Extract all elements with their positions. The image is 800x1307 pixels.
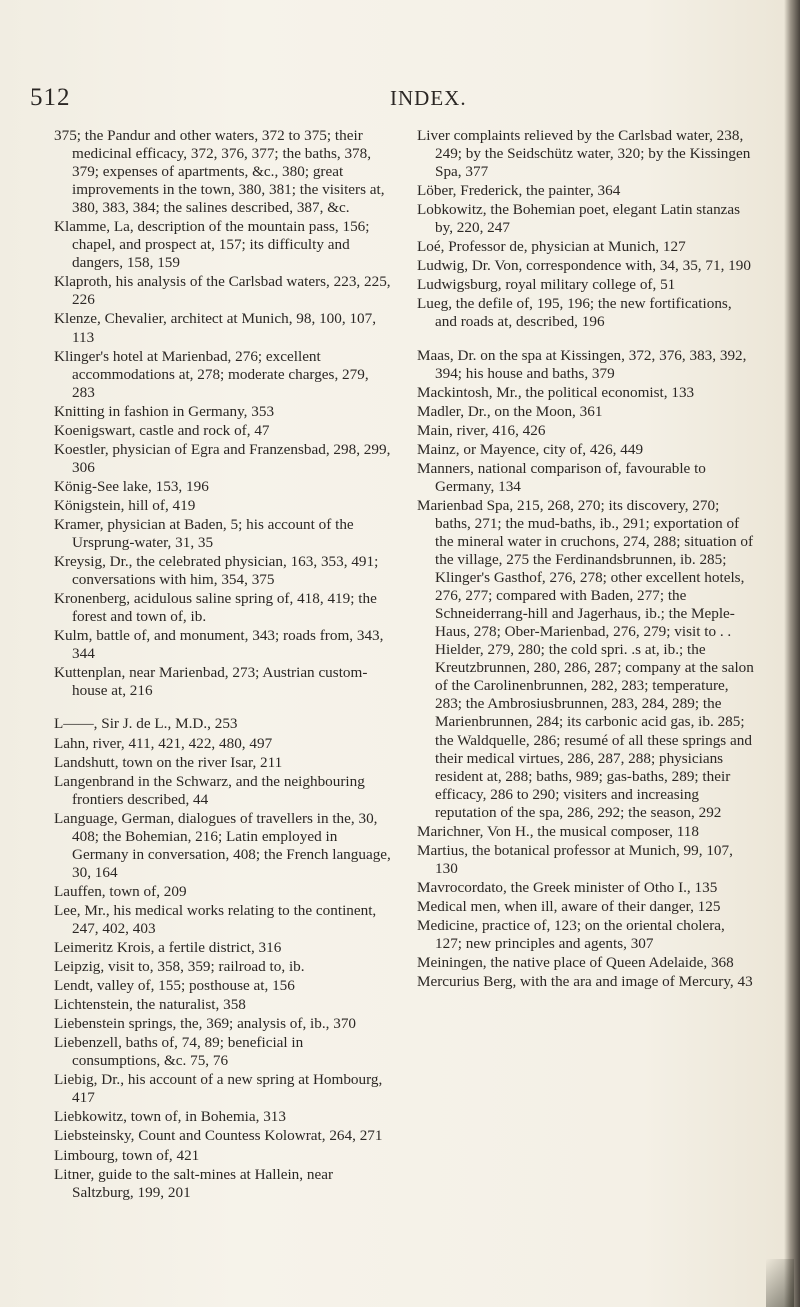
index-entry: Löber, Frederick, the painter, 364 [417, 182, 621, 200]
index-entry: Medical men, when ill, aware of their danger, 125 [417, 897, 721, 915]
index-entry: Kreysig, Dr., the celebrated physician, 163, 353, 491; conversations with him, 354, 375 [54, 553, 379, 589]
index-entry: Königstein, hill of, 419 [54, 496, 196, 514]
page-corner-shadow [766, 1259, 794, 1307]
index-entry: Liebsteinsky, Count and Countess Kolowrat, 264, 271 [54, 1127, 383, 1145]
index-entry: Mainz, or Mayence, city of, 426, 449 [417, 440, 644, 458]
index-entry: Language, German, dialogues of travellers in the, 30, 408; the Bohemian, 216; Latin employed in Germany in conversation, 408; the French language, 30, 164 [54, 809, 391, 881]
index-entry: Liver complaints relieved by the Carlsbad water, 238, 249; by the Seidschütz water, 320; by the Kissingen Spa, 377 [417, 127, 751, 181]
index-entry: Main, river, 416, 426 [417, 421, 546, 439]
index-entry: König-See lake, 153, 196 [54, 477, 209, 495]
index-entry: Klenze, Chevalier, architect at Munich, 98, 100, 107, 113 [54, 310, 377, 346]
index-entry: Liebenstein springs, the, 369; analysis of, ib., 370 [54, 1015, 357, 1033]
index-entry: Ludwig, Dr. Von, correspondence with, 34, 35, 71, 190 [417, 257, 751, 275]
index-entry: Koestler, physician of Egra and Franzensbad, 298, 299, 306 [54, 440, 391, 476]
index-entry: Marienbad Spa, 215, 268, 270; its discovery, 270; baths, 271; the mud-baths, ib., 291; exportation of the mineral water in cruchons, 274, 288; situation of the village, 275 the Ferdinandsbrunnen, ib. 285; Klinger's Gasthof, 276, 278; other excellent hotels, 276, 277; compared with Baden, 277; the Schneiderrang-hill and Jagerhaus, ib.; the Meple-Haus, 278; Ober-Marienbad, 276, 279; visit to . . Hielder, 279, 280; the cold spri. .s at, ib.; the Kreutzbrunnen, 280, 286, 287; company at the salon of the Carolinenbrunnen, 282, 283; temperature, 283; the Ambrosiusbrunnen, 283, 284, 289; the Marienbrunnen, 284; its carbonic acid gas, ib. 285; the Waldquelle, 286; resumé of all these springs and their medical virtues, 286, 287, 288; physicians resident at, 288; baths, 989; gas-baths, 289; their efficacy, 286 to 290; visiters and increasing reputation of the spa, 286, 292; the season, 292 [417, 496, 754, 821]
index-entry: Medicine, practice of, 123; on the oriental cholera, 127; new principles and agents, 307 [417, 916, 725, 953]
index-entry: Mavrocordato, the Greek minister of Otho I., 135 [417, 878, 718, 896]
index-entry: Mackintosh, Mr., the political economist, 133 [417, 383, 695, 401]
index-entry: Leimeritz Krois, a fertile district, 316 [54, 939, 282, 957]
index-entry: Knitting in fashion in Germany, 353 [54, 402, 275, 420]
index-entry: 375; the Pandur and other waters, 372 to 375; their medicinal efficacy, 372, 376, 377; the baths, 378, 379; expenses of apartments, &c., 380; great improvements in the town, 380, 381; the visiters at, 380, 383, 384; the salines described, 387, &c. [54, 127, 385, 217]
index-entry: Maas, Dr. on the spa at Kissingen, 372, 376, 383, 392, 394; his house and baths, 379 [417, 346, 747, 382]
index-entry: Liebenzell, baths of, 74, 89; beneficial in consumptions, &c. 75, 76 [54, 1034, 304, 1070]
index-entry: Koenigswart, castle and rock of, 47 [54, 421, 270, 439]
index-entry: Madler, Dr., on the Moon, 361 [417, 402, 603, 420]
index-entry: Lueg, the defile of, 195, 196; the new fortifications, and roads at, described, 196 [417, 295, 732, 331]
index-entry: Litner, guide to the salt-mines at Hallein, near Saltzburg, 199, 201 [54, 1165, 334, 1201]
index-entry: Klaproth, his analysis of the Carlsbad waters, 223, 225, 226 [54, 273, 391, 309]
index-entry: Langenbrand in the Schwarz, and the neighbouring frontiers described, 44 [54, 772, 365, 808]
index-entry: Liebkowitz, town of, in Bohemia, 313 [54, 1108, 286, 1126]
page-binding-shadow [784, 0, 800, 1307]
index-entry: Lahn, river, 411, 421, 422, 480, 497 [54, 734, 273, 752]
index-entry: Lee, Mr., his medical works relating to the continent, 247, 402, 403 [54, 901, 377, 937]
index-entry: Lendt, valley of, 155; posthouse at, 156 [54, 977, 295, 995]
index-entry: Lobkowitz, the Bohemian poet, elegant Latin stanzas by, 220, 247 [417, 201, 741, 237]
index-entry: Limbourg, town of, 421 [54, 1146, 200, 1164]
index-column-left [54, 127, 394, 1203]
page-number: 512 [30, 84, 71, 111]
index-entry: Loé, Professor de, physician at Munich, 127 [417, 238, 686, 256]
index-entry: Manners, national comparison of, favourable to Germany, 134 [417, 459, 706, 495]
index-entry: Kramer, physician at Baden, 5; his account of the Ursprung-water, 31, 35 [54, 515, 354, 552]
index-entry: Lichtenstein, the naturalist, 358 [54, 996, 246, 1014]
index-entry: Kuttenplan, near Marienbad, 273; Austrian custom-house at, 216 [54, 664, 368, 700]
running-head: INDEX. [390, 86, 467, 110]
index-entry: Landshutt, town on the river Isar, 211 [54, 753, 283, 771]
index-entry: Martius, the botanical professor at Munich, 99, 107, 130 [417, 841, 733, 877]
index-entry: Ludwigsburg, royal military college of, 51 [417, 276, 676, 294]
index-entry: L——, Sir J. de L., M.D., 253 [54, 715, 238, 733]
index-entry: Liebig, Dr., his account of a new spring at Hombourg, 417 [54, 1071, 383, 1107]
index-entry: Marichner, Von H., the musical composer, 118 [417, 822, 699, 840]
index-column-right [417, 127, 755, 992]
index-entry: Kronenberg, acidulous saline spring of, 418, 419; the forest and town of, ib. [54, 590, 377, 626]
index-entry: Lauffen, town of, 209 [54, 882, 187, 900]
index-entry: Meiningen, the native place of Queen Adelaide, 368 [417, 954, 734, 972]
index-entry: Klamme, La, description of the mountain pass, 156; chapel, and prospect at, 157; its difficulty and dangers, 158, 159 [54, 218, 370, 272]
index-entry: Klinger's hotel at Marienbad, 276; excellent accommodations at, 278; moderate charges, 279, 283 [54, 347, 369, 401]
index-entry: Mercurius Berg, with the ara and image of Mercury, 43 [417, 973, 753, 991]
index-entry: Kulm, battle of, and monument, 343; roads from, 343, 344 [54, 627, 384, 663]
index-entry: Leipzig, visit to, 358, 359; railroad to, ib. [54, 958, 305, 976]
